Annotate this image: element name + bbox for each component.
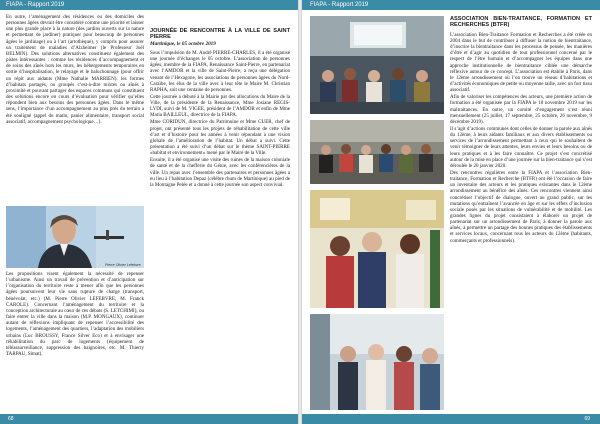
paragraph: Des rencontres régulières entre la FIAPA et l’association Bien-traitance, Formation et Recherche (BTFR) ont été l’occasion de faire un inventaire des acteurs et les pratiques existantes dans le 12ème arrondissement au bénéfice des aînés. Ces rencontres viennent ainsi concrétiser l’objectif de dialogue, ouvert au grand public, sur les mutations qu’entraînent l’avancée en âge et sur les effets d’inclusion sociale posés par les situations de vulnérabilité et de mobilité. Les grandes lignes du projet consistaient à élaborer un projet de partenariat sur un arrondissement de Paris, à donner la parole aux aînés, à permettre un partage des bonnes pratiques des établissements et services locaux, concernant tous les acteurs du 12ème (habitants, commerçants et professionnels). — [450, 169, 592, 244]
page-footer — [0, 414, 298, 424]
paragraph: Cette journée a débuté à la Mairie par des allocutions du Maire de la Ville, de la présidente de la Renaissance, Mme Josiane REGIS-LYDI, suivi de M. VIGEE, président de l’AMDOR et enfin de Mme Maria BAILLEUL, directrice de la FIAPA. — [150, 93, 290, 119]
right-column-2 — [450, 16, 592, 245]
paragraph: Il s’agit d’actions communes dont celles de donner la parole aux aînés du 12ème, à leurs aidants familiaux et aux divers établissements ou services de l’arrondissement permettant à ceux qui le souhaitent de venir témoigner de leurs attentes, leurs envies et leurs besoins ou de leurs pratiques et à les faire connaître. Ce projet s’est concrétisé autour de la mise en place d’une journée sur la bien-traitance qui s’est déroulée le 20 janvier 2020. — [450, 125, 592, 169]
event-photo-3 — [310, 190, 444, 308]
event-photo-3-image — [310, 190, 444, 308]
paragraph: L’association Bien-Traitance Formation et Recherches a été créée en 2004 dans le but de contribuer à diffuser la notion de bientraitance, d’inscrire la bientraitance dans les processus de pensée, les manières d’être et d’agir au quotidien de tout professionnel concerné par le respect de l’être humain et d’accompagner les équipes dans une approche institutionnelle de bientraitance ciblée une démarche réflexive autour de ce concept. L’association est établie à Paris, dans le 12ème arrondissement où l’on trouve un réseau d’habitations et d’activités économiques de petite ou moyenne taille, avec un fort tissu associatif. — [450, 31, 592, 94]
left-page — [0, 0, 298, 424]
event-photo-1 — [310, 16, 444, 114]
event-photo-4 — [310, 314, 444, 410]
page-number: 69 — [584, 416, 590, 422]
header-title: FIAPA - Rapport 2019 — [310, 2, 369, 8]
event-photo-2-image — [310, 120, 444, 184]
paragraph: Ensuite, il a été organisé une visite des ruines de la maison coloniale de santé et de la chefferie du Génie, avec les conférencières de la ville. Un repas avec l’ensemble des partenaires et personnes âgées a eu lieu à l’habitation Depaz (célèbre rhum de Martinique) au pied de la Montagne Pelée et a donné à cette journée son aspect convivial. — [150, 157, 290, 188]
paragraph: Mme CORIDUN, directrice du Patrimoine et Mme CUER, chef de projet, ont présenté tous les projets de réhabilitation de cette ville d’art et d’histoire pour les années à venir répondant à une vision globale de l’amélioration de l’habitat. Un débat a suivi. Cette présentation a été suivi d’un débat sur le thème SAINT-PIERRE «habitat et environnement» mené par le Maire de la Ville. — [150, 119, 290, 157]
paragraph: Afin de valoriser les compétences des acteurs, une première action de formation a été organisée par la FIAPA le 18 novembre 2019 sur les maltraitances. En outre, un comité d’engagement s’est réuni mensuellement (25 juillet, 17 septembre, 25 octobre, 26 novembre, 9 décembre 2019). — [450, 94, 592, 125]
page-header — [302, 0, 600, 10]
speaker-photo-image — [6, 206, 144, 268]
section-title: ASSOCIATION BIEN-TRAITANCE, FORMATION ET RECHERCHES (BTFR) — [450, 16, 592, 29]
paragraph: En outre, l’aménagement des résidences ou des domiciles des personnes âgées devrait être considéré comme une priorité et laisser une plus grande place à la nature (des jardins ouverts sur la nature et permettant de jardiner) pratiquer pour beaucoup de personnes âgées le jardinage) ou à l’art (artothèque), y compris pour assurer un traitement de maladies d’Alzheimer (le Professeur Joël BELMIN). Des solutions alternatives constituent également des pistes intéressantes : comme les résidences d’accompagnement et de soins des aînés hors les murs, les hébergements temporaires en sortie d’hospitalisation, le relayage et le baluchonnage (pour offrir un répit aux aidants (Mme Nathalie MARRIEN). les formes d’habitats partagés, ou groupés c’est-à-dire mixtes ou aînés à proximité et pouvant partager des espaces communs qui constituent des solutions encore en cours d’évaluation pour vérifier qu’elles répondent bien aux besoins des personnes âgées. Dans le même sens, l’importance d’un accompagnement au plus près du terrain a été souligné (appel du matin, panier alimentaire, transport social associatif, accompagnement psychologique…). — [6, 14, 144, 125]
page-footer — [302, 414, 600, 424]
left-column-1b — [6, 271, 144, 358]
photo-caption: Pierre Olivier Lefebvre — [105, 263, 141, 267]
speaker-photo — [6, 206, 144, 268]
left-column-1 — [6, 14, 144, 126]
right-page — [302, 0, 600, 424]
paragraph: Les propositions visent également la nécessité de repenser l’urbanisme. Ainsi un travail de prévention et d’anticipation sur l’organisation du territoire reste à mener afin que les personnes âgées poursuivent leur vie sans rupture de charge (transport, bénévolat, etc.) (M. Pierre Olivier LEFEBVRE, M. Franck CAROLE). Concernant l’aménagement du territoire et la conception architecturale au cœur de ces débats (S. LETCHIMI), ou faire entrer la ville dans la maison (M.P. MONGAUX), continuer autant de réflexions impliquant de repenser l’accessibilité des logements, l’aménagement des quartiers, l’adaptation des mobiliers urbains (Luc BROUSSY, France Silver Eco) et à envisager une réhabilitation du parc de logements (équipement de téléassurveillance, suppression des baignoires, etc. M. Thierry TARPAU, Simat). — [6, 271, 144, 358]
paragraph: Sous l’impulsion de M. André PIERRE-CHARLES, il a été organisé une journée d’échanges le 05 octobre. L’association de personnes âgées, membre de la FIAPA, Renaissance Saint-Pierre, en partenariat avec l’AMDOR et la ville de Saint-Pierre, a reçu une délégation venant de l’Hexagone, les associations de personnes âgées du Nord-Caraïbe, les élus de la ville avec à leur tête le Maire M. Christian RAPHA, soit une centaine de personnes. — [150, 49, 290, 93]
page-header — [0, 0, 298, 10]
header-title: FIAPA - Rapport 2019 — [6, 2, 65, 8]
event-photo-1-image — [310, 16, 444, 114]
event-photo-2 — [310, 120, 444, 184]
left-column-2 — [150, 28, 290, 189]
page-number: 68 — [8, 416, 14, 422]
section-date: Martinique, le 05 octobre 2019 — [150, 40, 216, 47]
event-photo-4-image — [310, 314, 444, 410]
section-title: JOURNÉE DE RENCONTRE À LA VILLE DE SAINT PIERRE — [150, 28, 290, 41]
